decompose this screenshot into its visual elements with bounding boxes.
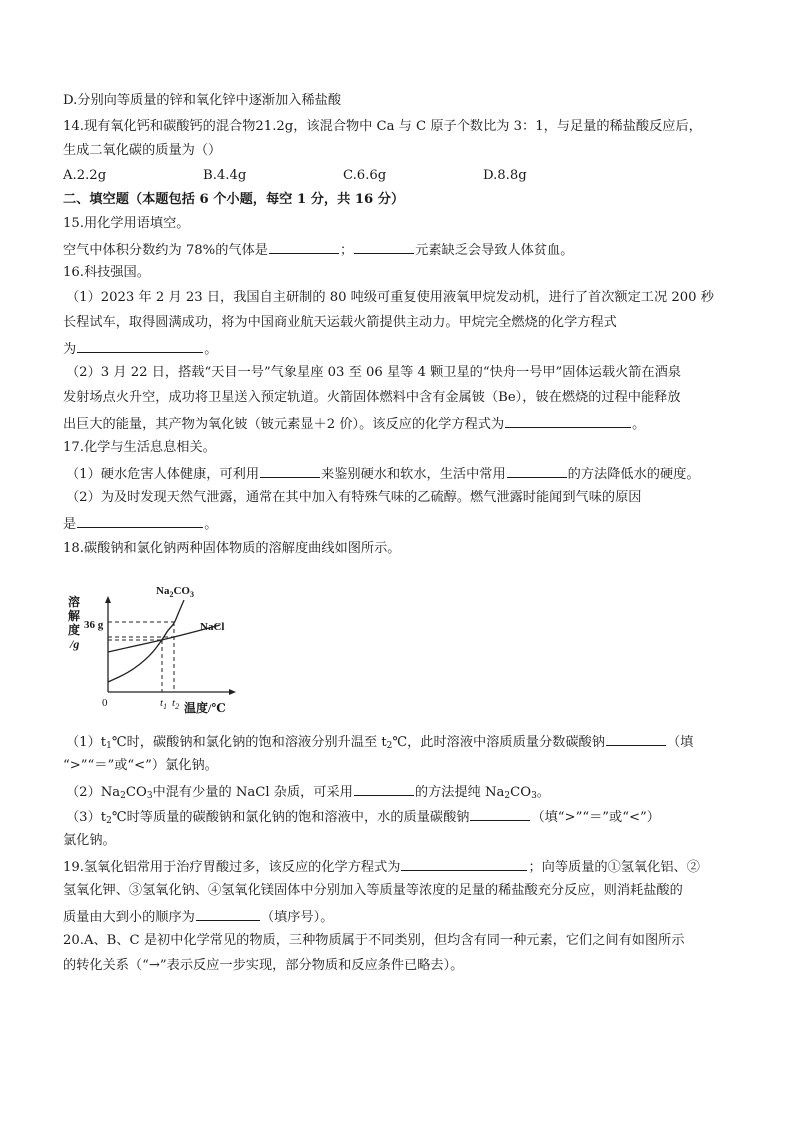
q16-blank-2[interactable] (505, 414, 631, 428)
q17-part2-text-a: 是 (63, 517, 77, 532)
origin-label: 0 (102, 697, 108, 709)
q16-part2-line2: 发射场点火升空，成功将卫星送入预定轨道。火箭固体燃料中含有金属铍（Be），铍在燃烧的过程中能释放 (63, 390, 681, 405)
q16-part1-line1: （1）2023 年 2 月 23 日，我国自主研制的 80 吨级可重复使用液氧甲烷发动机，进行了首次额定工况 200 秒 (66, 290, 714, 305)
x-tick-t2-sub: 2 (175, 702, 180, 711)
q19-blank-1[interactable] (401, 857, 527, 871)
q17-stem: 17.化学与生活息息相关。 (63, 440, 216, 455)
q17-part2-text-b: 。 (204, 517, 218, 532)
q18-part1-text: （1）t (66, 735, 107, 750)
q14-stem-line2: 生成二氧化碳的质量为（） (63, 143, 222, 158)
q18-part1-line2: “>”“＝”或“<”）氯化钠。 (63, 758, 218, 773)
y-axis-label-char: 溶 (68, 595, 81, 609)
y-axis-label-char: 解 (68, 609, 81, 623)
x-axis-arrow (229, 689, 236, 695)
q15-text-2: ； (339, 243, 354, 258)
na2co3-label-part: CO (173, 585, 190, 597)
q18-part2-sub: 3 (531, 791, 537, 801)
series-label-nacl: NaCl (200, 621, 225, 633)
y-tick-label-36g: 36 g (84, 619, 104, 631)
q19-line1 (63, 857, 700, 877)
q15-text-3: 元素缺乏会导致人体贫血。 (415, 243, 574, 258)
q18-blank-2[interactable] (354, 782, 414, 796)
q17-part2-line1: （2）为及时发现天然气泄露，通常在其中加入有特殊气味的乙硫醇。燃气泄露时能闻到气味的原因 (66, 490, 642, 505)
q19-line3 (63, 907, 333, 927)
q14-option-c[interactable]: C.6.6g (343, 168, 387, 183)
x-tick-label-t2 (172, 697, 179, 711)
q18-part3-line2: 氯化钠。 (63, 833, 116, 848)
q13-option-d: D.分别向等质量的锌和氧化锌中逐渐加入稀盐酸 (63, 93, 342, 108)
q18-stem: 18.碳酸钠和氯化钠两种固体物质的溶解度曲线如图所示。 (63, 541, 401, 556)
q18-part2-sub: 3 (146, 791, 153, 801)
q18-part2-text: CO (510, 785, 532, 800)
y-axis-label-char: /g (70, 637, 80, 651)
q15-blank-2[interactable] (354, 240, 414, 254)
q18-part1-text: ℃，此时溶液中溶质质量分数碳酸钠 (392, 735, 605, 750)
q15-text-1: 空气中体积分数约为 78%的气体是 (63, 243, 268, 258)
x-tick-t1-sub: 1 (163, 702, 168, 711)
q15-line (63, 240, 573, 260)
q18-blank-3[interactable] (470, 807, 530, 821)
q14-options (63, 167, 623, 185)
series-label-na2co3 (156, 585, 194, 599)
q18-part2-text: 中混有少量的 NaCl 杂质，可采用 (152, 785, 353, 800)
section-2-title: 二、填空题（本题包括 6 个小题，每空 1 分，共 16 分） (63, 192, 405, 207)
q16-part1-line2: 长程试车，取得圆满成功，将为中国商业航天运载火箭提供主动力。甲烷完全燃烧的化学方程式 (63, 315, 617, 330)
q19-text: 质量由大到小的顺序为 (63, 910, 195, 925)
q14-stem-line1: 14.现有氧化钙和碳酸钙的混合物21.2g，该混合物中 Ca 与 C 原子个数比为 3：1，与足量的稀盐酸反应后， (63, 119, 702, 134)
q16-part2-line1: （2）3 月 22 日，搭载“天目一号”气象星座 03 至 06 星等 4 颗卫星的“快舟一号甲”固体运载火箭在酒泉 (66, 365, 681, 380)
q17-part1 (66, 464, 700, 484)
q20-line2: 的转化关系（“→”表示反应一步实现，部分物质和反应条件已略去）。 (63, 958, 464, 973)
q17-blank-2[interactable] (507, 464, 567, 478)
q16-blank-1[interactable] (77, 339, 203, 353)
q17-part2-line2 (63, 514, 217, 534)
q18-part3-line1 (66, 807, 660, 827)
q19-text: （填序号）。 (260, 910, 334, 925)
q20-line1: 20.A、B、C 是初中化学常见的物质，三种物质属于不同类别，但均含有同一种元素，它们之间有如图所示 (63, 933, 685, 948)
q16-part2-text-b: 。 (632, 417, 646, 432)
q18-part2-text: 。 (536, 785, 550, 800)
q18-part3-sub: 2 (106, 816, 112, 826)
na2co3-curve (108, 600, 184, 682)
q16-part1-text-b: 。 (204, 342, 218, 357)
q18-part2-sub: 2 (120, 791, 126, 801)
q17-part1-text-c: 的方法降低水的硬度。 (567, 467, 700, 482)
q18-part3-text: （填“>”“＝”或“<”） (531, 810, 660, 825)
q17-part1-text-a: （1）硬水危害人体健康，可利用 (66, 467, 260, 482)
q16-stem: 16.科技强国。 (63, 265, 150, 280)
na2co3-label-part: Na (156, 585, 170, 597)
q17-blank-3[interactable] (77, 514, 203, 528)
x-tick-t2-text: t (172, 697, 176, 709)
q16-part1-line3 (63, 339, 217, 359)
q19-line2: 氢氧化钾、③氢氧化钠、④氢氧化镁固体中分别加入等质量等浓度的足量的稀盐酸充分反应，则消耗盐酸的 (63, 883, 683, 898)
q18-part2 (66, 782, 550, 802)
q17-blank-1[interactable] (260, 464, 320, 478)
q16-part2-line3 (63, 414, 645, 434)
q14-option-d[interactable]: D.8.8g (483, 168, 527, 183)
na2co3-label-sub: 2 (169, 590, 174, 599)
q18-part3-text: ℃时等质量的碳酸钠和氯化钠的饱和溶液中，水的质量碳酸钠 (111, 810, 470, 825)
q18-blank-1[interactable] (606, 732, 666, 746)
q19-blank-2[interactable] (196, 907, 260, 921)
q19-text: 19.氢氧化铝常用于治疗胃酸过多，该反应的化学方程式为 (63, 860, 401, 875)
q18-part1-text: ℃时，碳酸钠和氯化钠的饱和溶液分别升温至 t (111, 735, 387, 750)
x-tick-label-t1 (160, 697, 167, 711)
solubility-curve-chart (60, 582, 260, 722)
q18-part2-text: 的方法提纯 Na (414, 785, 505, 800)
q15-stem: 15.用化学用语填空。 (63, 216, 190, 231)
q14-option-b[interactable]: B.4.4g (203, 168, 247, 183)
q18-part1-text: （填 (666, 735, 694, 750)
q16-part2-text-a: 出巨大的能量，其产物为氧化铍（铍元素显＋2 价）。该反应的化学方程式为 (63, 417, 505, 432)
y-axis-label-char: 度 (68, 623, 81, 637)
q18-part1-line1 (66, 732, 693, 752)
q18-part2-sub: 2 (504, 791, 511, 801)
na2co3-label-sub: 3 (189, 590, 194, 599)
q16-part1-text-a: 为 (63, 342, 77, 357)
q18-part3-text: （3）t (66, 810, 107, 825)
q18-part2-text: （2）Na (66, 785, 121, 800)
x-tick-t1-text: t (160, 697, 164, 709)
q18-part1-sub: 1 (106, 741, 112, 751)
q18-part1-sub: 2 (386, 741, 393, 751)
q19-text: ；向等质量的①氢氧化铝、② (528, 860, 700, 875)
q18-part2-text: CO (125, 785, 147, 800)
q14-option-a[interactable]: A.2.2g (63, 168, 107, 183)
q15-blank-1[interactable] (269, 240, 339, 254)
x-axis-label: 温度/℃ (184, 701, 226, 715)
y-axis-arrow (105, 596, 111, 603)
q17-part1-text-b: 来鉴别硬水和软水，生活中常用 (321, 467, 506, 482)
y-axis-label (68, 594, 80, 651)
